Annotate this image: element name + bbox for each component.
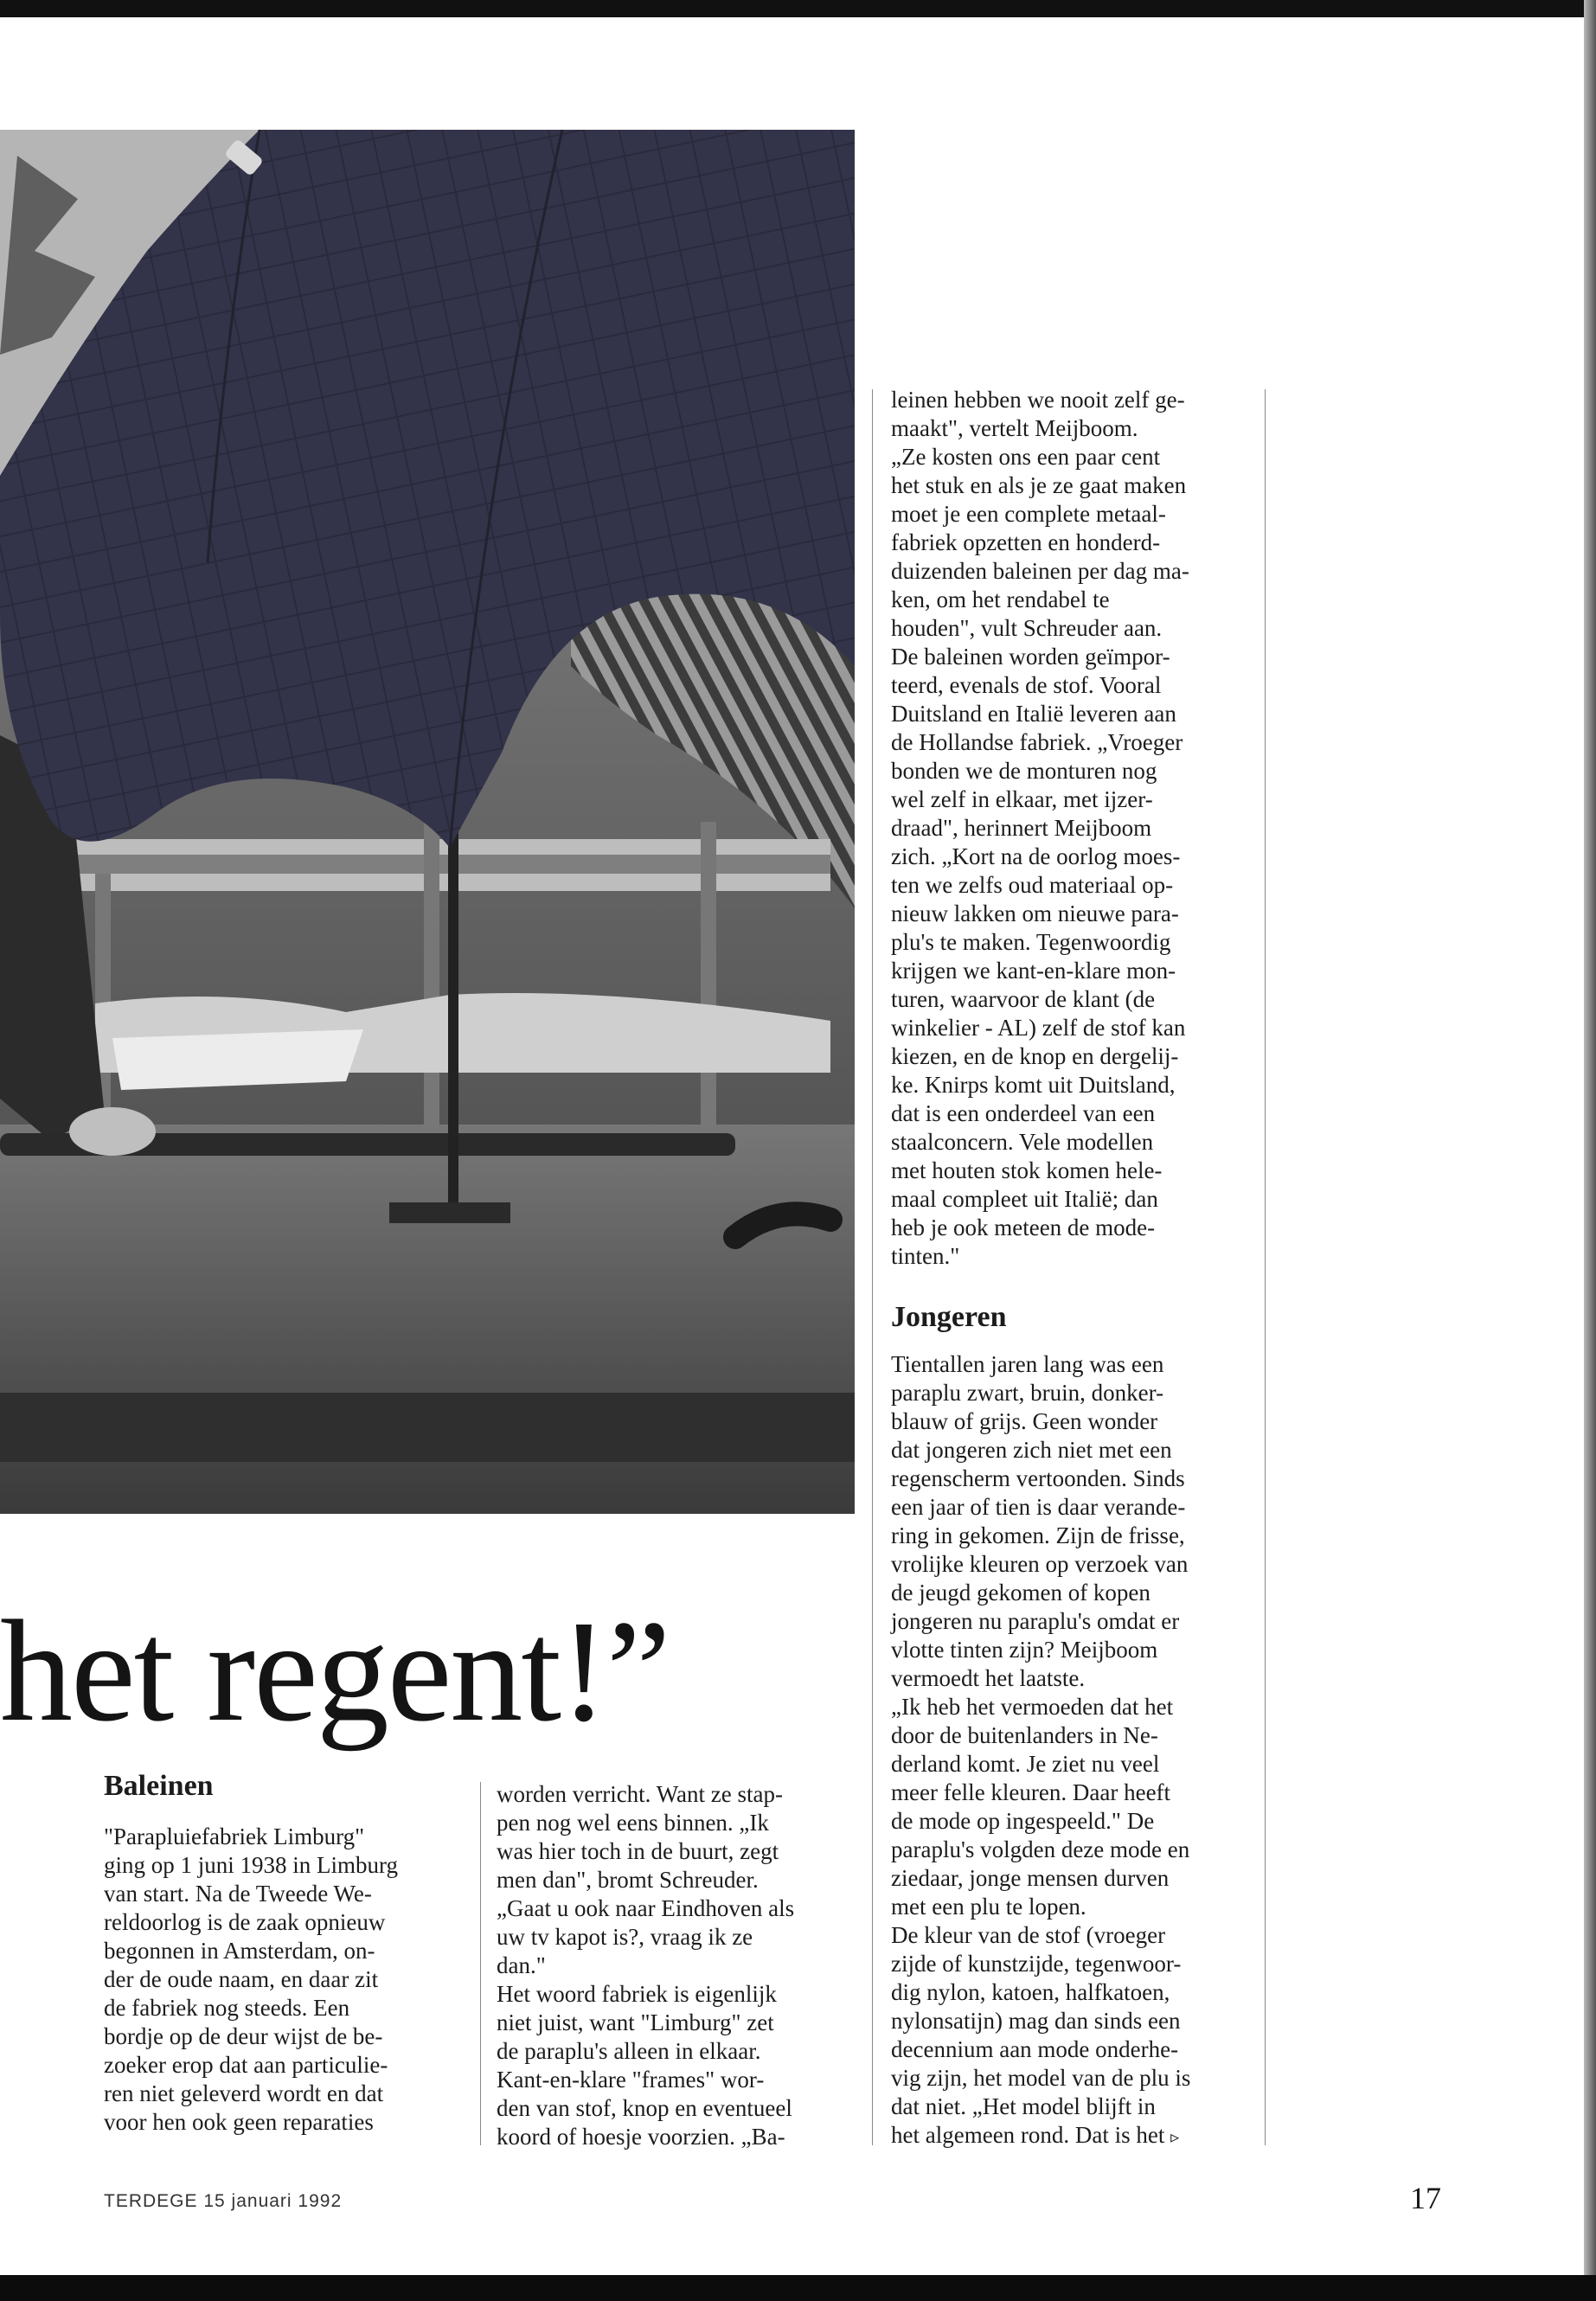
- paragraph: "Parapluiefabriek Limburg" ging op 1 juni 1938 in Limburg van start. Na de Tweede We- reldoorlog is de zaak opnieuw begonnen in Amsterdam, on- der de oude naam, en daar zit de fabriek nog steeds. Een bordje op de deur wijst de be- zoeker erop dat aan particulie- ren niet geleverd wordt en dat voor hen ook geen reparaties: [104, 1823, 399, 2135]
- page-number: 17: [1410, 2181, 1441, 2215]
- paragraph: leinen hebben we nooit zelf ge- maakt", vertelt Meijboom. „Ze kosten ons een paar cent het stuk en als je ze gaat maken moet je een complete metaal- fabriek opzetten en honderd- duizenden baleinen per dag ma- ken, om het rendabel te houden", vult Schreuder aan. De baleinen worden geïmpor- teerd, evenals de stof. Vooral Duitsland en Italië leveren aan de Hollandse fabriek. „Vroeger bonden we de monturen nog wel zelf in elkaar, met ijzer- draad", herinnert Meijboom zich. „Kort na de oorlog moes- ten we zelfs oud materiaal op- nieuw lakken om nieuwe para- plu's te maken. Tegenwoordig krijgen we kant-en-klare mon- turen, waarvoor de klant (de winkelier - AL) zelf de stof kan kiezen, en de knop en dergelij- ke. Knirps komt uit Duitsland, dat is een onderdeel van een staalconcern. Vele modellen met houten stok komen hele- maal compleet uit Italië; dan heb je ook meteen de mode- tinten.": [891, 387, 1189, 1269]
- article-headline: het regent!”: [0, 1591, 670, 1752]
- paragraph: [891, 1350, 1246, 2152]
- paragraph-text: Tientallen jaren lang was een paraplu zwart, bruin, donker- blauw of grijs. Geen wonder dat jongeren zich niet met een regenscherm vertoonden. Sinds een jaar of tien is daar verande- ring in gekomen. Zijn de frisse, vrolijke kleuren op verzoek van de jeugd gekomen of kopen jongeren nu paraplu's omdat er vlotte tinten zijn? Meijboom vermoedt het laatste. „Ik heb het vermoeden dat het door de buitenlanders in Ne- derland komt. Je ziet nu veel meer felle kleuren. Daar heeft de mode op ingespeeld." De paraplu's volgden deze mode en ziedaar, jonge mensen durven met een plu te lopen. De kleur van de stof (vroeger zijde of kunstzijde, tegenwoor- dig nylon, katoen, halfkatoen, nylonsatijn) mag dan sinds een decennium aan mode onderhe- vig zijn, het model van de plu is dat niet. „Het model blijft in het algemeen rond. Dat is het: [891, 1351, 1191, 2148]
- column-rule: [872, 389, 873, 2145]
- continue-marker-icon: ▹: [1170, 2128, 1180, 2147]
- umbrella-photo: [0, 130, 855, 1514]
- section-heading-baleinen: Baleinen: [104, 1770, 214, 1802]
- column-rule: [480, 1782, 481, 2145]
- paragraph: worden verricht. Want ze stap- pen nog wel eens binnen. „Ik was hier toch in de buurt, zegt men dan", bromt Schreuder. „Gaat u ook naar Eindhoven als uw tv kapot is?, vraag ik ze dan." Het woord fabriek is eigenlijk niet juist, want "Limburg" zet de paraplu's alleen in elkaar. Kant-en-klare "frames" wor- den van stof, knop en eventueel koord of hoesje voorzien. „Ba-: [497, 1781, 795, 2150]
- scan-border-right: [1584, 0, 1596, 2301]
- scan-border-bottom: [0, 2275, 1596, 2301]
- scan-border-top: [0, 0, 1596, 17]
- text-column-2: [497, 1780, 853, 2151]
- publication-footer: TERDEGE 15 januari 1992: [104, 2191, 343, 2211]
- column-rule: [1265, 389, 1266, 2145]
- text-column-1: [104, 1769, 450, 2137]
- text-column-3: [891, 386, 1246, 2152]
- section-heading-jongeren: Jongeren: [891, 1301, 1007, 1333]
